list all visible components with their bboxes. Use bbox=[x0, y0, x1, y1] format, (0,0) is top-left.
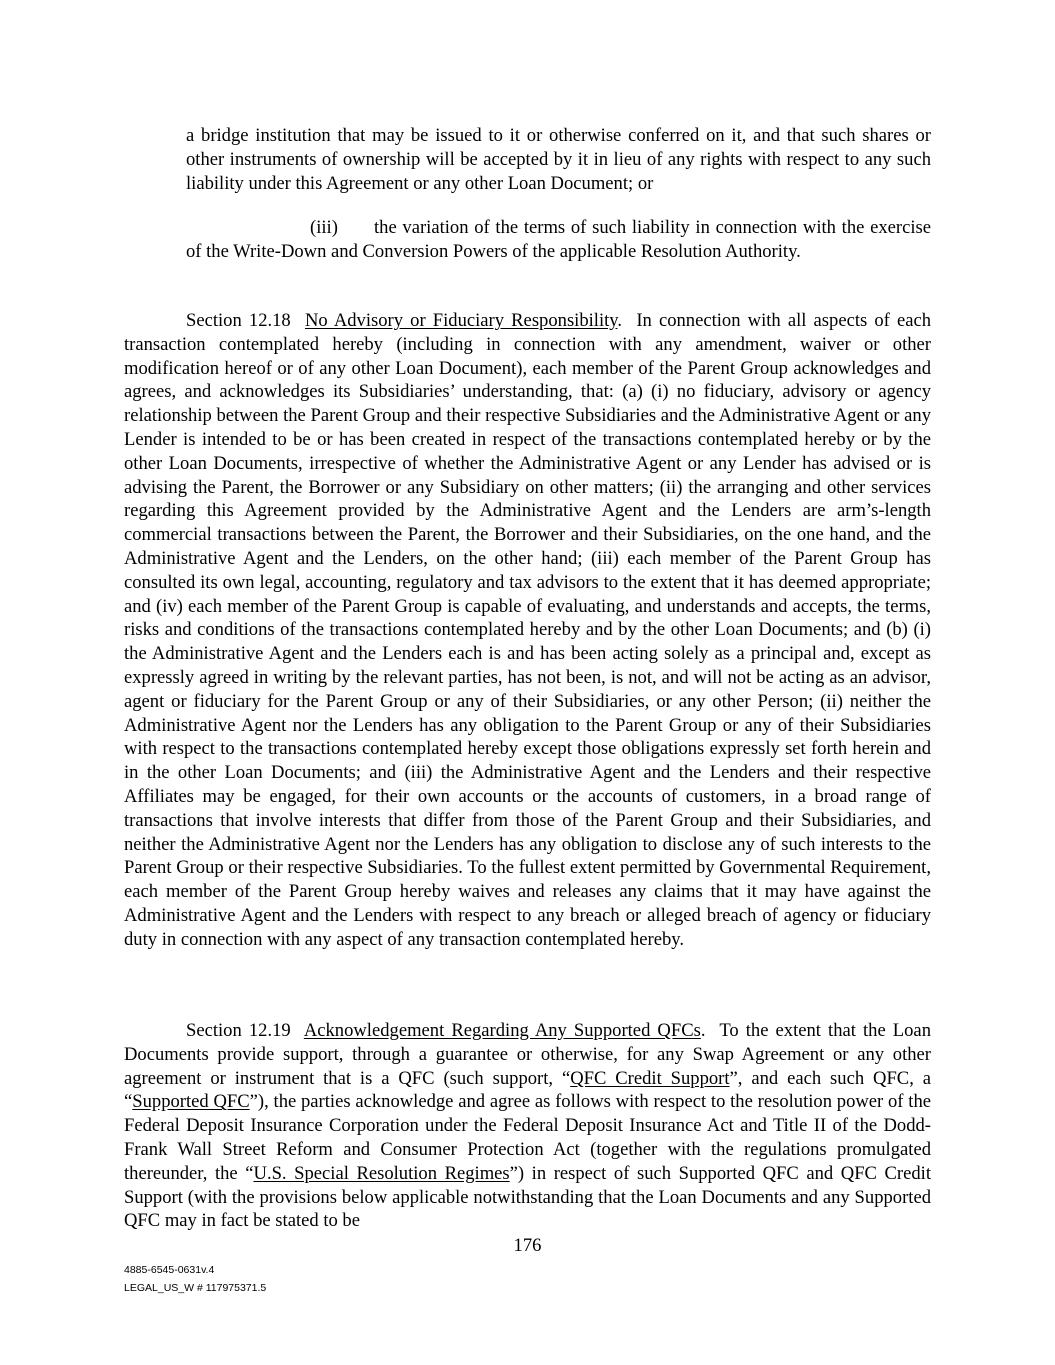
section-12-19-body-part-1: To the extent that the Loan Documents provide support, through a guarantee or otherwise, for any Swap Agreement or any other agreement or instrument that is a QFC (such support, “ bbox=[124, 1020, 931, 1089]
section-12-18-body: In connection with all aspects of each transaction contemplated hereby (including in connection with any amendment, waiver or other modification hereof or of any other Loan Document), each member of the Parent Group acknowledges and agrees, and acknowledges its Subsidiaries’ understanding, that: (a) (i) no fiduciary, advisory or agency relationship between the Parent Group and their respective Subsidiaries and the Administrative Agent or any Lender is intended to be or has been created in respect of the transactions contemplated hereby or by the other Loan Documents, irrespective of whether the Administrative Agent or any Lender has advised or is advising the Parent, the Borrower or any Subsidiary on other matters; (ii) the arranging and other services regarding this Agreement provided by the Administrative Agent and the Lenders are arm’s-length commercial transactions between the Parent, the Borrower and their Subsidiaries, on the one hand, and the Administrative Agent and the Lenders, on the other hand; (iii) each member of the Parent Group has consulted its own legal, accounting, regulatory and tax advisors to the extent that it has deemed appropriate; and (iv) each member of the Parent Group is capable of evaluating, and understands and accepts, the terms, risks and conditions of the transactions contemplated hereby and by the other Loan Documents; and (b) (i) the Administrative Agent and the Lenders each is and has been acting solely as a principal and, except as expressly agreed in writing by the relevant parties, has not been, is not, and will not be acting as an advisor, agent or fiduciary for the Parent Group or any of their Subsidiaries, or any other Person; (ii) neither the Administrative Agent nor the Lenders has any obligation to the Parent Group or any of their Subsidiaries with respect to the transactions contemplated hereby except those obligations expressly set forth herein and in the other Loan Documents; and (iii) the Administrative Agent and the Lenders and their respective Affiliates may be engaged, for their own accounts or the accounts of customers, in a broad range of transactions that involve interests that differ from those of the Parent Group and their Subsidiaries, and neither the Administrative Agent nor the Lenders has any obligation to disclose any of such interests to the Parent Group or their respective Subsidiaries. To the fullest extent permitted by Governmental Requirement, each member of the Parent Group hereby waives and releases any claims that it may have against the Administrative Agent and the Lenders with respect to any breach or alleged breach of agency or fiduciary duty in connection with any aspect of any transaction contemplated hereby. bbox=[124, 310, 932, 950]
section-12-19-heading-period: . bbox=[700, 1020, 706, 1041]
section-12-19-number: Section 12.19 bbox=[186, 1020, 291, 1041]
defined-term-supported-qfc: Supported QFC bbox=[132, 1091, 250, 1113]
section-12-18-paragraph bbox=[124, 309, 931, 952]
clause-iii-text: the variation of the terms of such liability in connection with the exercise of the Write-Down and Conversion Powers of the applicable Resolution Authority. bbox=[186, 217, 931, 262]
footer-legal-id: LEGAL_US_W # 117975371.5 bbox=[124, 1282, 267, 1294]
section-12-19-body-part-2: ”, and each such QFC, a “ bbox=[124, 1067, 931, 1113]
section-12-19-body-part-4: ”) in respect of such Supported QFC and QFC Credit Support (with the provisions below applicable notwithstanding that the Loan Documents and any Supported QFC may in fact be stated to be bbox=[124, 1162, 931, 1232]
section-12-18-heading: No Advisory or Fiduciary Responsibility bbox=[305, 310, 618, 331]
section-12-18-heading-period: . bbox=[617, 310, 623, 331]
clause-iii-paragraph bbox=[186, 216, 931, 264]
clause-iii-label: (iii) bbox=[310, 217, 338, 238]
section-12-18-number: Section 12.18 bbox=[186, 310, 291, 331]
footer-document-id: 4885-6545-0631v.4 bbox=[124, 1264, 215, 1276]
section-12-19-paragraph bbox=[124, 1019, 931, 1233]
defined-term-us-special-resolution-regimes: U.S. Special Resolution Regimes bbox=[253, 1162, 510, 1184]
section-12-19-body-part-3: ”), the parties acknowledge and agree as follows with respect to the resolution power of the Federal Deposit Insurance Corporation under the Federal Deposit Insurance Act and Title II of the Dodd-Frank Wall Street Reform and Consumer Protection Act (together with the regulations promulgated thereunder, the “ bbox=[124, 1091, 931, 1184]
continuation-paragraph: a bridge institution that may be issued to it or otherwise conferred on it, and that such shares or other instruments of ownership will be accepted by it in lieu of any rights with respect to any such liability under this Agreement or any other Loan Document; or bbox=[186, 125, 931, 194]
section-12-19-heading: Acknowledgement Regarding Any Supported QFCs bbox=[303, 1020, 701, 1041]
defined-term-qfc-credit-support: QFC Credit Support bbox=[570, 1067, 730, 1089]
page-number: 176 bbox=[513, 1235, 542, 1256]
